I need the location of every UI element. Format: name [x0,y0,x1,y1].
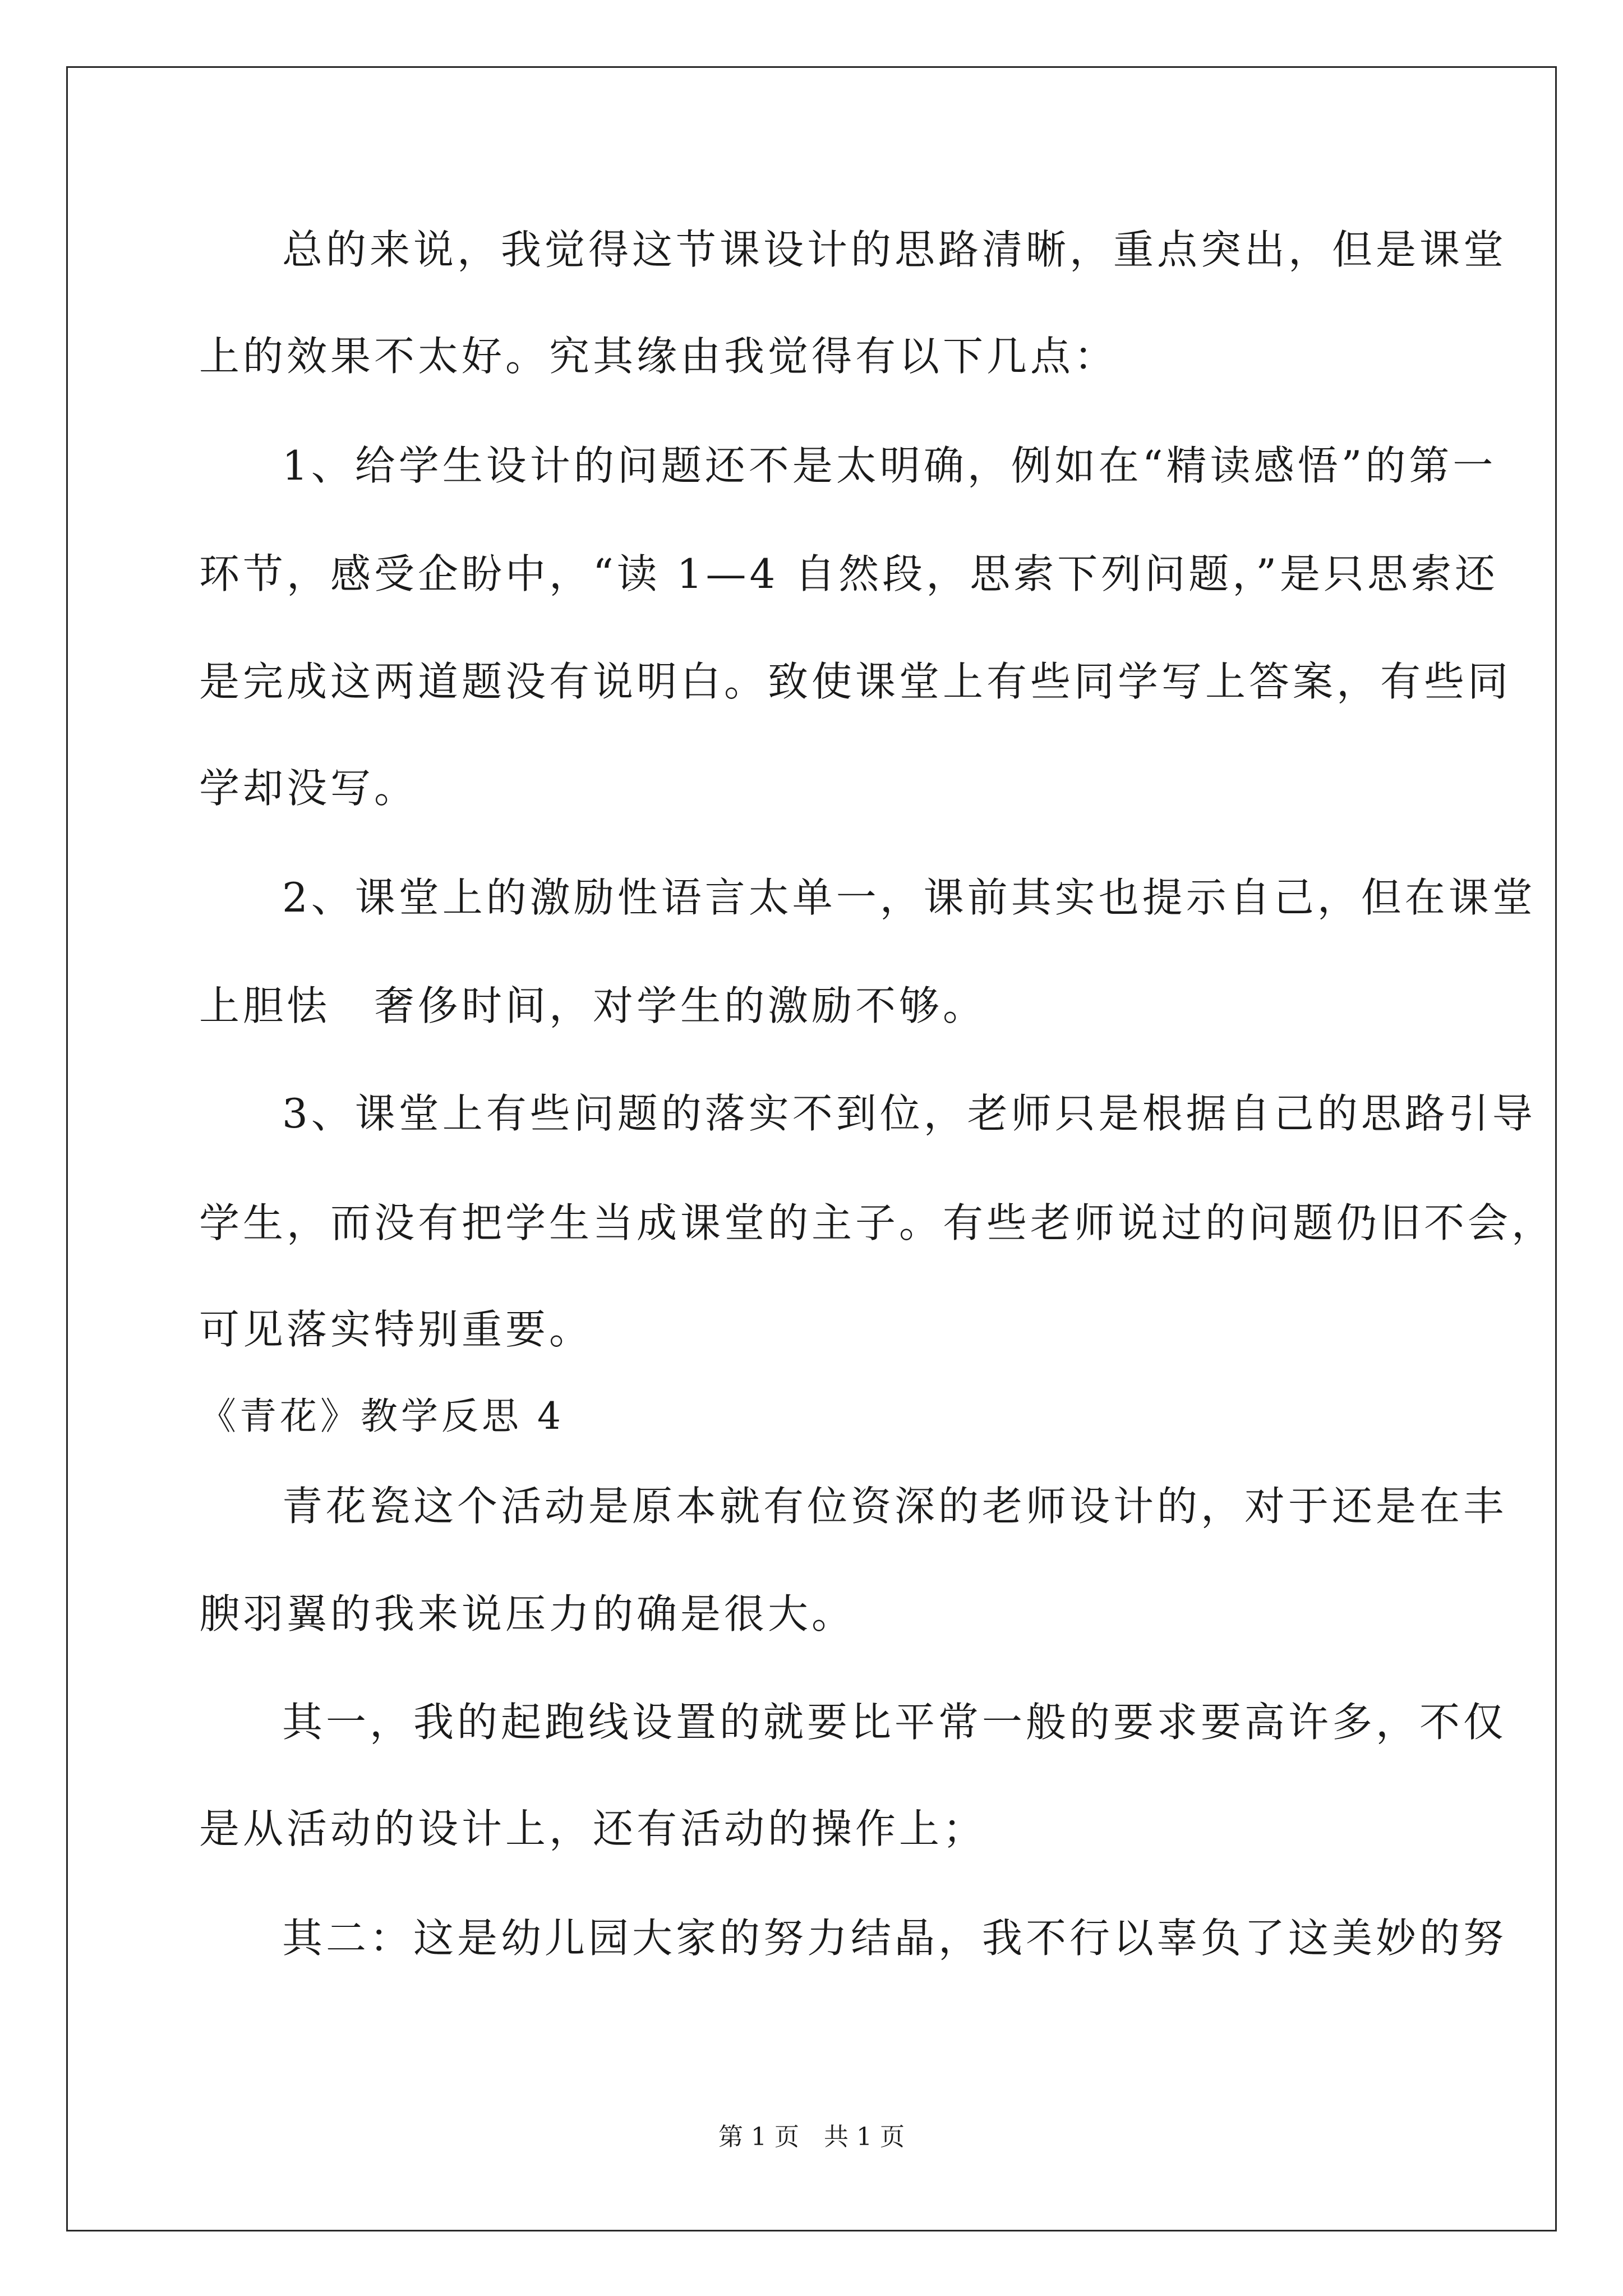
paragraph-line: 其二：这是幼儿园大家的努力结晶，我不行以辜负了这美妙的努 [282,1915,1507,1962]
paragraph-line: 可见落实特别重要。 [199,1306,593,1353]
paragraph-line: 环节，感受企盼中，“读 1—4 自然段，思索下列问题，”是只思索还 [199,550,1499,597]
paragraph-line: 腴羽翼的我来说压力的确是很大。 [199,1590,856,1637]
page-border [66,66,1557,2231]
paragraph-line: 上胆怯 奢侈时间，对学生的激励不够。 [199,982,987,1029]
paragraph-line: 2、课堂上的激励性语言太单一，课前其实也提示自己，但在课堂 [282,874,1536,921]
page-footer: 第 1 页 共 1 页 [718,2123,905,2151]
paragraph-line: 1、给学生设计的问题还不是太明确，例如在“精读感悟”的第一 [282,442,1497,489]
paragraph-line: 学生，而没有把学生当成课堂的主子。有些老师说过的问题仍旧不会， [199,1199,1556,1246]
paragraph-line: 上的效果不太好。究其缘由我觉得有以下几点： [199,333,1118,380]
paragraph-line: 总的来说，我觉得这节课设计的思路清晰，重点突出，但是课堂 [282,226,1507,273]
paragraph-line: 青花瓷这个活动是原本就有位资深的老师设计的，对于还是在丰 [282,1483,1507,1530]
paragraph-line: 学却没写。 [199,765,418,812]
paragraph-line: 是从活动的设计上，还有活动的操作上； [199,1805,987,1852]
paragraph-line: 其一，我的起跑线设置的就要比平常一般的要求要高许多，不仅 [282,1699,1507,1746]
paragraph-line: 3、课堂上有些问题的落实不到位，老师只是根据自己的思路引导 [282,1090,1536,1137]
paragraph-line: 是完成这两道题没有说明白。致使课堂上有些同学写上答案，有些同 [199,658,1512,705]
section-heading: 《青花》教学反思 4 [199,1395,564,1438]
